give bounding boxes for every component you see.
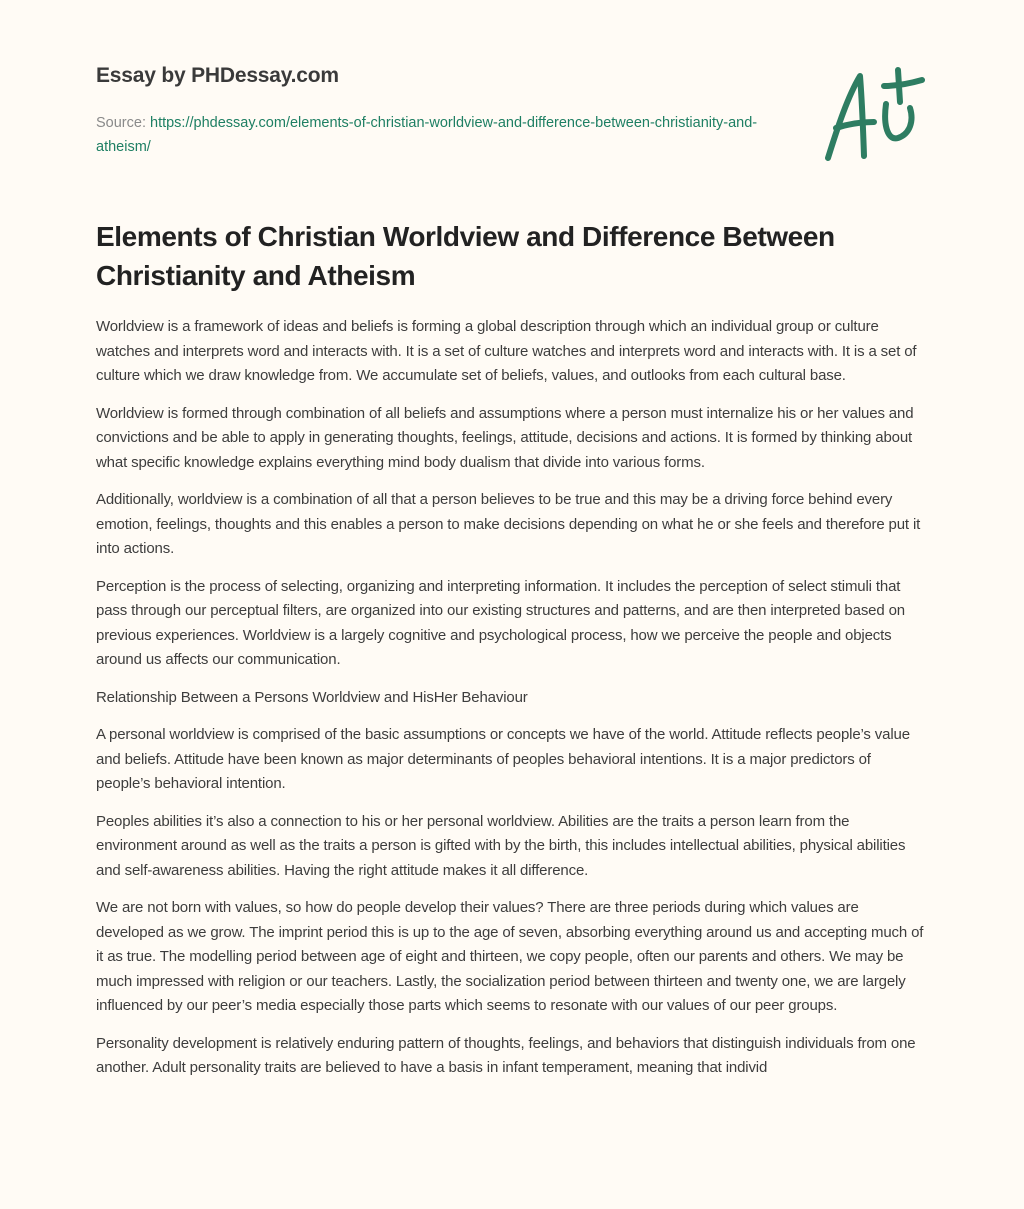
essay-header [96, 62, 796, 159]
source-line [96, 111, 796, 159]
source-label: Source: [96, 115, 150, 131]
a-plus-logo-icon [818, 66, 928, 166]
paragraph: Worldview is a framework of ideas and beliefs is forming a global description through which an individual group or culture watches and interprets word and interacts with. It is a set of culture watches and interprets word and interacts with. It is a set of culture which we draw knowledge from. We accumulate set of beliefs, values, and outlooks from each cultural base. [96, 318, 917, 384]
paragraph: Personality development is relatively enduring pattern of thoughts, feelings, and behaviors that distinguish individuals from one another. Adult personality traits are believed to have a basis in infant temperament, meaning that individ [96, 1034, 916, 1076]
essay-title: Elements of Christian Worldview and Difference Between Christianity and Atheism [96, 221, 835, 291]
section-subheading: Relationship Between a Persons Worldview and HisHer Behaviour [96, 688, 528, 706]
paragraph: We are not born with values, so how do people develop their values? There are three periods during which values are developed as we grow. The imprint period this is up to the age of seven, absorbing everything around us and accepting much of it as true. The modelling period between age of eight and thirteen, we copy people, often our parents and others. We may be much impressed with religion or our teachers. Lastly, the socialization period between thirteen and twenty one, we are largely influenced by our peer’s media especially those parts which seems to resonate with our values of our peer groups. [96, 899, 924, 1014]
paragraph: Worldview is formed through combination of all beliefs and assumptions where a person must internalize his or her values and convictions and be able to apply in generating thoughts, feelings, attitude, decisions and actions. It is formed by thinking about what specific knowledge explains everything mind body dualism that divide into various forms. [96, 404, 914, 471]
paragraph: A personal worldview is comprised of the basic assumptions or concepts we have of the world. Attitude reflects people’s value and beliefs. Attitude have been known as major determinants of peoples behavioral intentions. It is a major predictors of people’s behavioral intention. [96, 726, 910, 792]
essay-body [96, 315, 926, 1081]
paragraph: Perception is the process of selecting, organizing and interpreting information. It includes the perception of select stimuli that pass through our perceptual filters, are organized into our existing structures and patterns, and are then interpreted based on previous experiences. Worldview is a largely cognitive and psychological process, how we perceive the people and objects around us affects our communication. [96, 577, 905, 668]
brand-title: Essay by PHDessay.com [96, 64, 339, 87]
paragraph: Additionally, worldview is a combination of all that a person believes to be true and this may be a driving force behind every emotion, feelings, thoughts and this enables a person to make decisions depending on what he or she feels and therefore put it into actions. [96, 491, 921, 557]
paragraph: Peoples abilities it’s also a connection to his or her personal worldview. Abilities are the traits a person learn from the environment around as well as the traits a person is gifted with by the birth, this includes intellectual abilities, physical abilities and self-awareness abilities. Having the right attitude makes it all difference. [96, 812, 906, 879]
source-link[interactable]: https://phdessay.com/elements-of-christian-worldview-and-difference-between-christianity-and-atheism/ [96, 115, 758, 155]
